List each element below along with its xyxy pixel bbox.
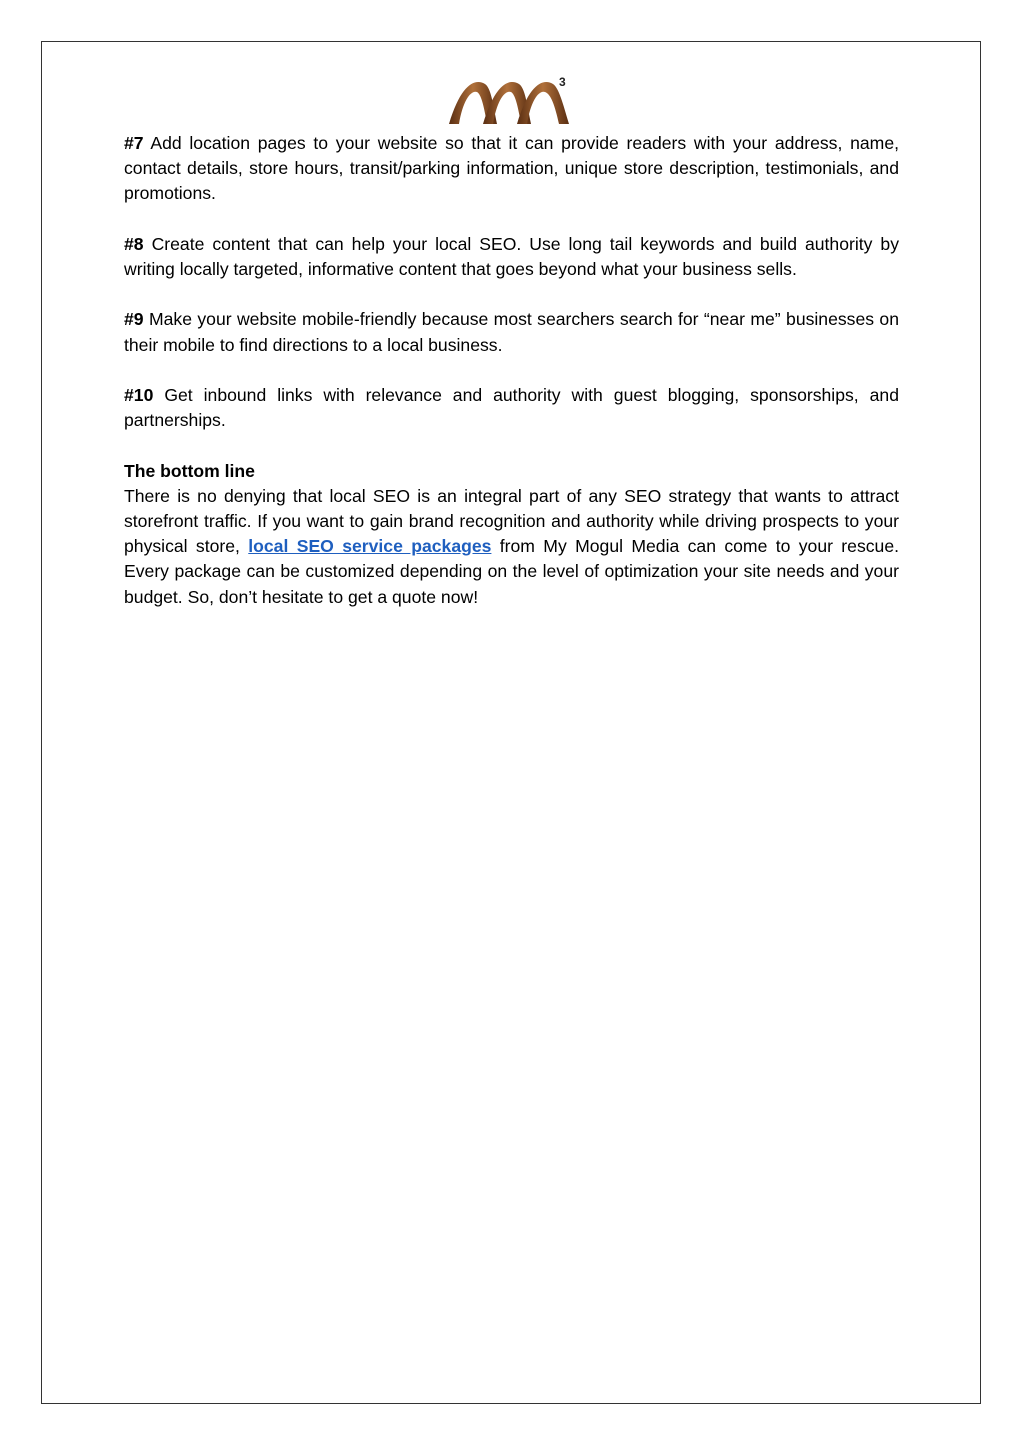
tip-number: #7	[124, 133, 144, 153]
logo-superscript: 3	[559, 75, 566, 89]
document-body	[124, 131, 899, 635]
conclusion-paragraph	[124, 484, 899, 610]
tip-number: #8	[124, 233, 144, 254]
tip-text: Create content that can help your local SEO. Use long tail keywords and build authority by writing locally targeted, informative content that goes beyond what your business sells.	[124, 233, 900, 279]
m3-logo	[447, 74, 575, 126]
tip-text: Get inbound links with relevance and authority with guest blogging, sponsorships, and partnerships.	[124, 384, 899, 431]
tip-number: #9	[124, 309, 144, 330]
conclusion-text-before: There is no denying that local SEO is an integral part of any SEO strategy that wants to attract storefront traffic. If you want to gain brand recognition and authority while driving prospects to your physical store,	[124, 485, 899, 557]
tip-text: Add location pages to your website so that it can provide readers with your address, name, contact details, store hours, transit/parking information, unique store description, testimonials, and promotions.	[124, 133, 899, 204]
tip-10	[124, 383, 899, 433]
section-heading: The bottom line	[124, 460, 255, 481]
tip-7	[124, 131, 899, 207]
tip-9	[124, 307, 899, 357]
tip-text: Make your website mobile-friendly because most searchers search for “near me” businesses on their mobile to find directions to a local business.	[124, 309, 900, 355]
tip-8	[124, 232, 899, 282]
conclusion-text-after: from My Mogul Media can come to your rescue. Every package can be customized depending on the level of optimization your site needs and your budget. So, don’t hesitate to get a quote now!	[124, 536, 900, 607]
tip-number: #10	[124, 384, 154, 405]
local-seo-packages-link[interactable]: local SEO service packages	[248, 536, 492, 557]
